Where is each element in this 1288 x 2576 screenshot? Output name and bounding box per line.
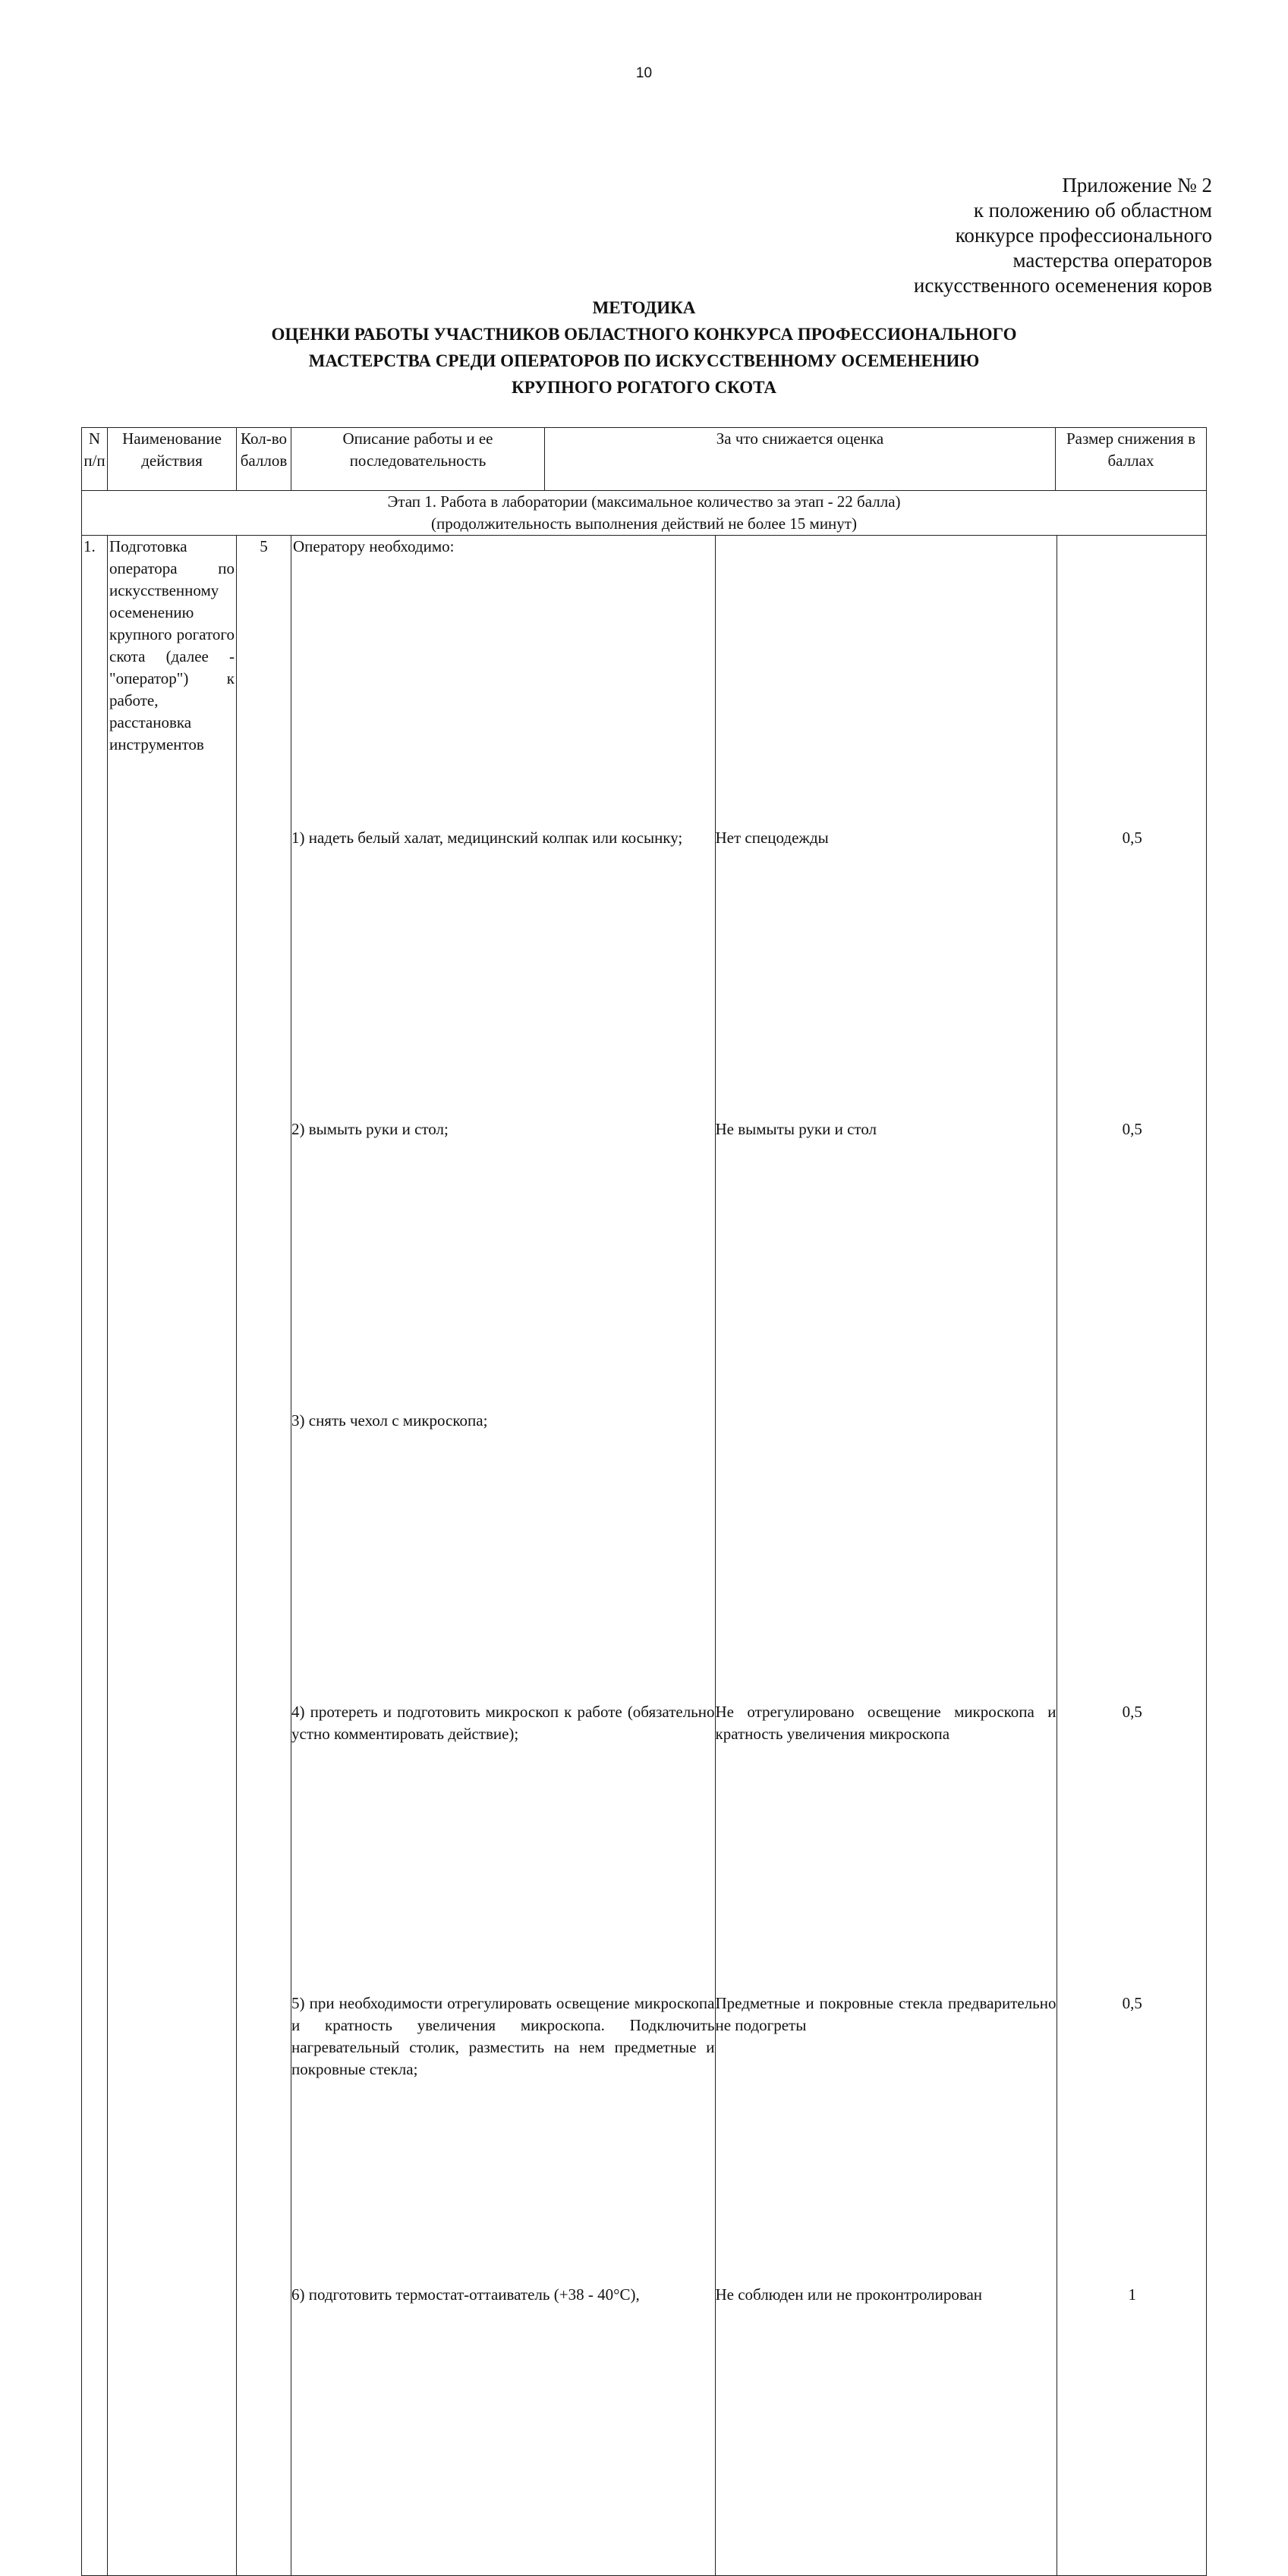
table-row	[82, 536, 1207, 2576]
title-line: МЕТОДИКА	[592, 298, 696, 317]
details-intro-row	[291, 536, 1208, 827]
item-points: 0,5	[1057, 1701, 1208, 1993]
document-title	[0, 294, 1288, 401]
item-criteria: Не вымыты руки и стол	[715, 1120, 877, 1138]
stage-row	[82, 491, 1207, 536]
item-points: 0,5	[1057, 827, 1208, 1118]
empty-cell	[1057, 536, 1208, 827]
header-points: Кол-во баллов	[237, 428, 291, 491]
item-description: 4) протереть и подготовить микроскоп к работе (обязательно устно комментировать действие);	[291, 1701, 715, 1993]
header-action: Наименование действия	[108, 428, 237, 491]
header-num: N п/п	[82, 428, 108, 491]
item-description: 2) вымыть руки и стол;	[291, 1118, 715, 1410]
item-criteria	[715, 1410, 1057, 1701]
item-points: 0,5	[1057, 1118, 1208, 1410]
details-table	[291, 536, 1208, 2575]
title-line: МАСТЕРСТВА СРЕДИ ОПЕРАТОРОВ ПО ИСКУССТВЕННОМУ ОСЕМЕНЕНИЮ	[308, 351, 980, 370]
item-points: 0,5	[1057, 1993, 1208, 2284]
row-points: 5	[237, 536, 291, 2576]
list-item	[291, 1701, 1208, 1993]
item-points: 1	[1057, 2284, 1208, 2575]
title-line: ОЦЕНКИ РАБОТЫ УЧАСТНИКОВ ОБЛАСТНОГО КОНКУРСА ПРОФЕССИОНАЛЬНОГО	[271, 325, 1017, 344]
item-criteria: Не соблюден или не проконтролирован	[715, 2285, 983, 2304]
header-criteria: За что снижается оценка	[545, 428, 1056, 491]
item-criteria: Предметные и покровные стекла предварительно не подогреты	[715, 1994, 1057, 2034]
list-item	[291, 1410, 1208, 1701]
list-item	[291, 2284, 1208, 2575]
header-reduction: Размер снижения в баллах	[1056, 428, 1207, 491]
item-description: 3) снять чехол с микроскопа;	[291, 1410, 715, 1701]
row-action: Подготовка оператора по искусственному осеменению крупного рогатого скота (далее - "оператор") к работе, расстановка инструментов	[108, 536, 237, 2576]
table-header-row	[82, 428, 1207, 491]
appendix-note	[914, 173, 1212, 298]
stage-duration: (продолжительность выполнения действий не более 15 минут)	[431, 514, 857, 533]
item-description: 1) надеть белый халат, медицинский колпак или косынку;	[291, 827, 715, 1118]
list-item	[291, 1118, 1208, 1410]
header-description: Описание работы и ее последовательность	[291, 428, 545, 491]
appendix-line: Приложение № 2	[1062, 174, 1212, 197]
row-details	[291, 536, 1207, 2576]
appendix-line: конкурсе профессионального	[955, 224, 1212, 247]
item-criteria: Нет спецодежды	[715, 829, 829, 847]
appendix-line: искусственного осеменения коров	[913, 274, 1212, 297]
row-num: 1.	[82, 536, 108, 2576]
item-description: 6) подготовить термостат-оттаиватель (+38 - 40°C),	[291, 2284, 715, 2575]
evaluation-table	[81, 427, 1207, 2576]
list-item	[291, 1993, 1208, 2284]
intro-text: Оператору необходимо:	[291, 536, 715, 827]
list-item	[291, 827, 1208, 1118]
title-line: КРУПНОГО РОГАТОГО СКОТА	[512, 378, 776, 397]
appendix-line: к положению об областном	[973, 199, 1212, 222]
item-points	[1057, 1410, 1208, 1701]
item-description: 5) при необходимости отрегулировать освещение микроскопа и кратность увеличения микроскопа. Подключить нагревательный столик, разместить на нем предметные и покровные стекла;	[291, 1993, 715, 2284]
appendix-line: мастерства операторов	[1012, 249, 1212, 272]
stage-title: Этап 1. Работа в лаборатории (максимальное количество за этап - 22 балла)	[387, 492, 901, 511]
empty-cell	[715, 536, 1057, 827]
page-number: 10	[635, 65, 653, 81]
item-criteria: Не отрегулировано освещение микроскопа и кратность увеличения микроскопа	[715, 1703, 1057, 1743]
stage-cell	[82, 491, 1207, 536]
